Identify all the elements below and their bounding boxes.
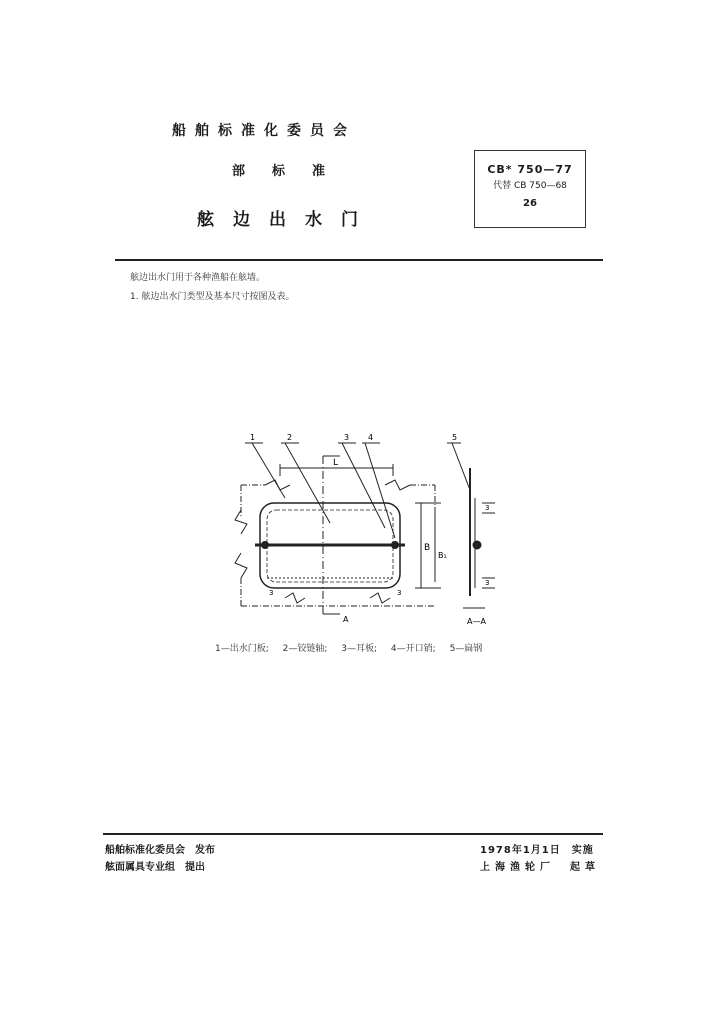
dimension-label-B: B <box>424 543 431 553</box>
freeing-port-drawing <box>205 428 515 628</box>
intro-line-1: 舷边出水门用于各种渔船在舷墙。 <box>130 273 266 283</box>
footer-divider <box>103 833 603 835</box>
legend-item-2: 2—铰链轴; <box>282 644 328 654</box>
issuing-committee: 船舶标准化委员会 <box>172 123 356 139</box>
proposed-by: 舷面属具专业组 提出 <box>105 862 205 873</box>
issued-by: 船舶标准化委员会 发布 <box>105 845 215 856</box>
callout-1: 1 <box>250 433 256 442</box>
section-label: A—A <box>467 617 486 626</box>
legend-item-1: 1—出水门板; <box>215 644 269 654</box>
standard-code: CB* 750—77 <box>487 163 573 176</box>
dim-small-3: 3 <box>485 504 490 512</box>
dim-small-1: 3 <box>269 589 274 597</box>
legend-item-5: 5—扁钢 <box>449 644 483 654</box>
replaces-standard: 代替 CB 750—68 <box>493 181 567 191</box>
dimension-label-L: L <box>333 458 339 468</box>
legend-item-3: 3—耳板; <box>341 644 378 654</box>
document-title: 舷边出水门 <box>197 210 377 230</box>
section-mark: A <box>343 615 349 624</box>
side-view-hinge <box>473 541 481 549</box>
callout-4: 4 <box>368 433 374 442</box>
hinge-pin-left <box>262 542 269 549</box>
intro-line-2: 1. 舷边出水门类型及基本尺寸按图及表。 <box>130 292 295 302</box>
header-divider <box>115 259 603 261</box>
page-number: 26 <box>523 198 537 209</box>
figure-legend <box>215 641 493 654</box>
dim-small-4: 3 <box>485 579 490 587</box>
dimension-label-B1: B₁ <box>438 551 447 560</box>
dim-small-2: 3 <box>397 589 402 597</box>
callout-5: 5 <box>452 433 458 442</box>
drafted-by: 上海渔轮厂 起草 <box>480 862 600 873</box>
hinge-pin-right <box>392 542 399 549</box>
callout-2: 2 <box>287 433 293 442</box>
effective-date: 1978年1月1日 实施 <box>480 845 594 856</box>
standard-level: 部标准 <box>232 164 353 179</box>
leader-line-5 <box>452 443 470 490</box>
legend-item-4: 4—开口销; <box>390 644 436 654</box>
callout-3: 3 <box>344 433 350 442</box>
standard-number-box <box>474 150 586 228</box>
leader-line-4 <box>365 443 395 538</box>
